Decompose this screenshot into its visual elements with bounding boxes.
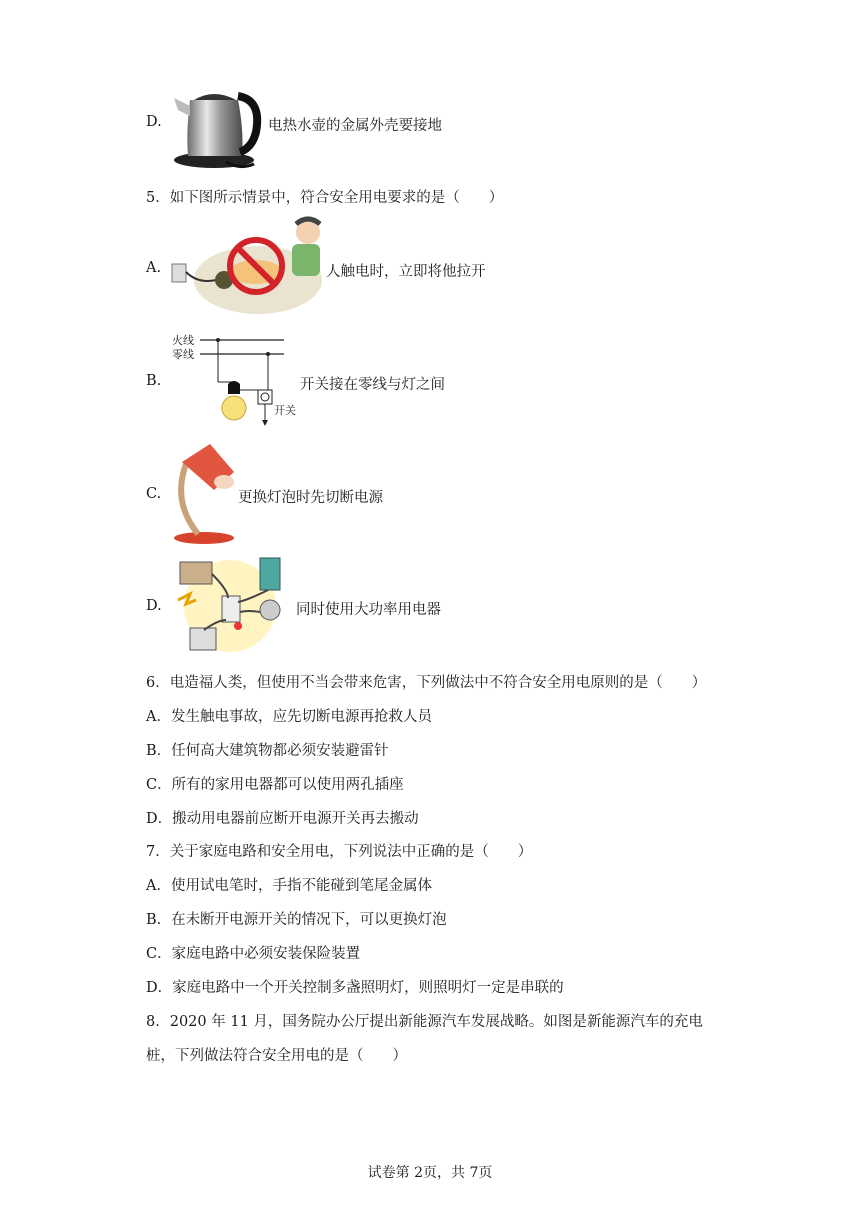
q6-option-b: B．任何高大建筑物都必须安装避雷针: [146, 743, 389, 759]
q5-option-c-text: 更换灯泡时先切断电源: [238, 490, 383, 506]
live-wire-label: 火线: [172, 334, 194, 347]
q4-option-d-text: 电热水壶的金属外壳要接地: [268, 118, 442, 134]
q5-option-c-letter: C.: [146, 486, 162, 502]
q6-option-a: A．发生触电事故，应先切断电源再抢救人员: [146, 709, 432, 725]
overloaded-socket-image: [168, 550, 292, 658]
q5-option-d-letter: D.: [146, 598, 162, 614]
q4-option-d-letter: D.: [146, 114, 162, 130]
q8-stem-line1: 8．2020 年 11 月，国务院办公厅提出新能源汽车发展战略。如图是新能源汽车的充电: [146, 1014, 703, 1030]
q6-option-d: D．搬动用电器前应断开电源开关再去搬动: [146, 811, 419, 827]
electric-shock-rescue-image: [168, 214, 324, 318]
q7-option-c: C．家庭电路中必须安装保险装置: [146, 946, 361, 962]
q6-stem: 6．电造福人类，但使用不当会带来危害，下列做法中不符合安全用电原则的是（ ）: [146, 675, 707, 691]
page-footer: 试卷第 2页，共 7页: [367, 1165, 493, 1181]
circuit-diagram-image: [168, 330, 296, 430]
q7-option-d: D．家庭电路中一个开关控制多盏照明灯，则照明灯一定是串联的: [146, 980, 564, 996]
q5-option-a-letter: A.: [146, 260, 162, 276]
q7-option-b: B．在未断开电源开关的情况下，可以更换灯泡: [146, 912, 447, 928]
neutral-wire-label: 零线: [172, 348, 194, 361]
q8-stem-line2: 桩，下列做法符合安全用电的是（ ）: [146, 1048, 407, 1064]
q5-option-b-letter: B.: [146, 373, 162, 389]
q6-option-c: C．所有的家用电器都可以使用两孔插座: [146, 777, 404, 793]
q7-option-a: A．使用试电笔时，手指不能碰到笔尾金属体: [146, 878, 432, 894]
q5-option-b-text: 开关接在零线与灯之间: [300, 377, 445, 393]
kettle-image: [168, 70, 266, 174]
switch-label: 开关: [274, 404, 296, 417]
q7-stem: 7．关于家庭电路和安全用电，下列说法中正确的是（ ）: [146, 844, 533, 860]
desk-lamp-image: [168, 442, 238, 544]
q5-option-a-text: 人触电时，立即将他拉开: [326, 264, 486, 280]
q5-stem: 5．如下图所示情景中，符合安全用电要求的是（ ）: [146, 190, 504, 206]
q5-option-d-text: 同时使用大功率用电器: [296, 602, 441, 618]
